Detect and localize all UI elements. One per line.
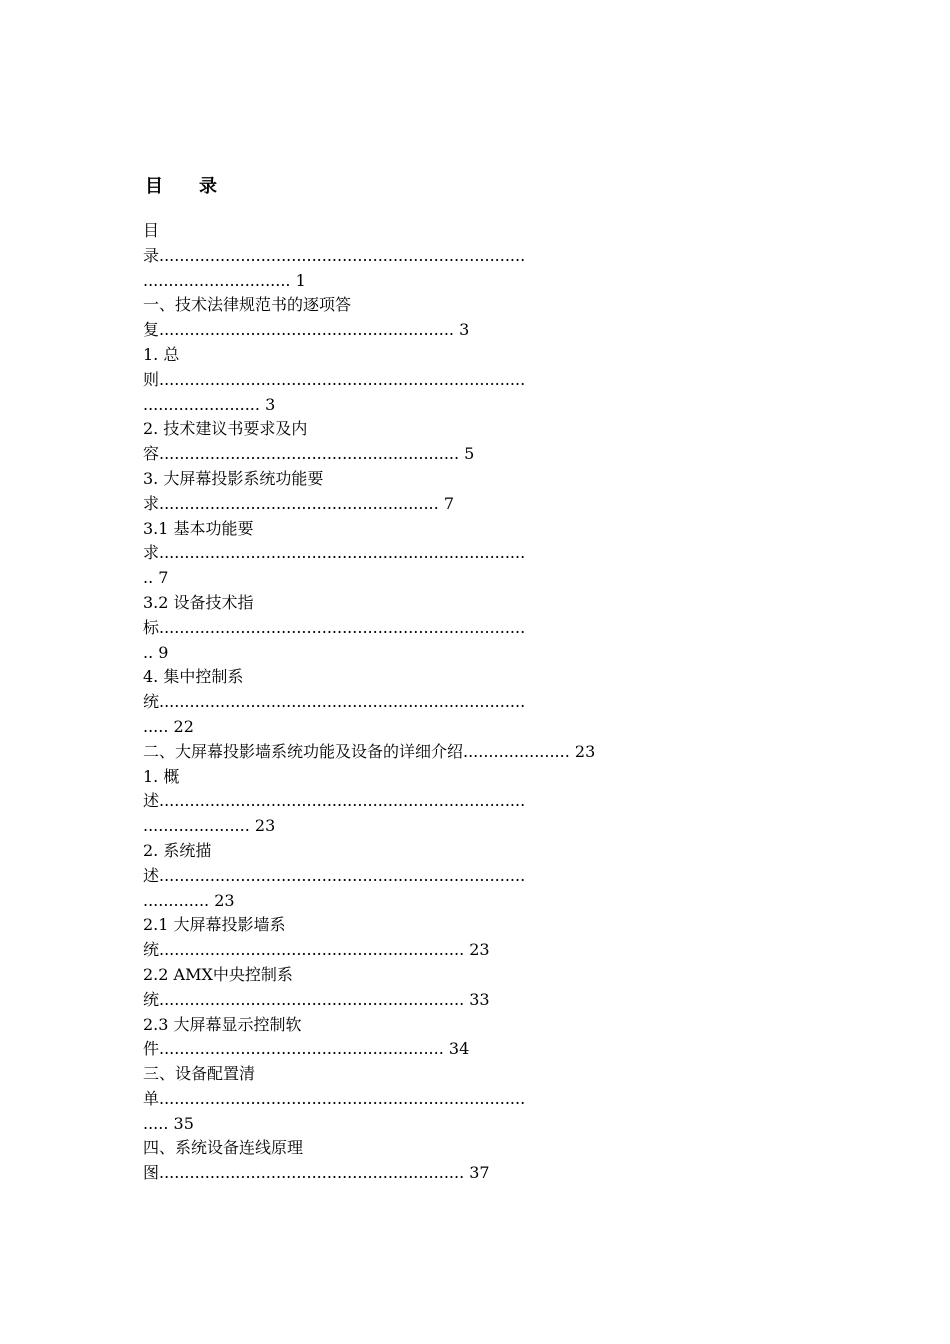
toc-line[interactable]: 四、系统设备连线原理 — [143, 1138, 304, 1158]
toc-line[interactable]: 统............................................................ 23 — [143, 940, 490, 960]
toc-line[interactable]: 容........................................................... 5 — [143, 444, 475, 464]
toc-line[interactable]: 述........................................................................ — [143, 865, 526, 885]
toc-line[interactable]: 一、技术法律规范书的逐项答 — [143, 295, 352, 315]
table-of-contents — [143, 219, 808, 1186]
toc-line[interactable]: 统............................................................ 33 — [143, 989, 490, 1009]
toc-line[interactable]: ..... 22 — [143, 716, 194, 736]
toc-line[interactable]: 复.......................................................... 3 — [143, 320, 470, 340]
toc-line[interactable]: 则........................................................................ — [143, 369, 526, 389]
toc-line[interactable]: ............................. 1 — [143, 270, 306, 290]
toc-line[interactable]: 件........................................................ 34 — [143, 1039, 470, 1059]
toc-line[interactable]: 4. 集中控制系 — [143, 667, 244, 687]
toc-line[interactable]: 二、大屏幕投影墙系统功能及设备的详细介绍..................... 23 — [143, 741, 596, 761]
toc-line[interactable]: 目 — [143, 221, 160, 240]
toc-line[interactable]: 录........................................................................ — [143, 245, 526, 265]
toc-line[interactable]: 求....................................................... 7 — [143, 493, 454, 513]
toc-line[interactable]: 3.1 基本功能要 — [143, 518, 254, 538]
toc-line[interactable]: 图............................................................ 37 — [143, 1163, 490, 1183]
toc-line[interactable]: ....................... 3 — [143, 394, 276, 414]
toc-line[interactable]: 2.3 大屏幕显示控制软 — [143, 1014, 302, 1034]
toc-line[interactable]: ..... 35 — [143, 1113, 194, 1133]
toc-line[interactable]: 标........................................................................ — [143, 617, 526, 637]
toc-line[interactable]: 求........................................................................ — [143, 543, 526, 563]
toc-line[interactable]: 3. 大屏幕投影系统功能要 — [143, 468, 324, 488]
toc-title: 目 录 — [145, 176, 217, 197]
toc-line[interactable]: 2.1 大屏幕投影墙系 — [143, 915, 286, 935]
toc-line[interactable]: 单........................................................................ — [143, 1088, 526, 1108]
toc-line[interactable]: 述........................................................................ — [143, 791, 526, 811]
toc-line[interactable]: .. 7 — [143, 568, 169, 588]
toc-line[interactable]: .. 9 — [143, 642, 169, 662]
toc-line[interactable]: 3.2 设备技术指 — [143, 592, 254, 612]
toc-line[interactable]: 1. 总 — [143, 344, 180, 364]
toc-line[interactable]: 2. 技术建议书要求及内 — [143, 419, 308, 439]
toc-line[interactable]: ............. 23 — [143, 890, 235, 910]
toc-line[interactable]: 2. 系统描 — [143, 840, 212, 860]
toc-line[interactable]: 统........................................................................ — [143, 692, 526, 712]
toc-line[interactable]: 三、设备配置清 — [143, 1064, 256, 1084]
toc-line[interactable]: 2.2 AMX中央控制系 — [143, 964, 293, 984]
toc-line[interactable]: 1. 概 — [143, 766, 180, 786]
toc-line[interactable]: ..................... 23 — [143, 816, 276, 836]
